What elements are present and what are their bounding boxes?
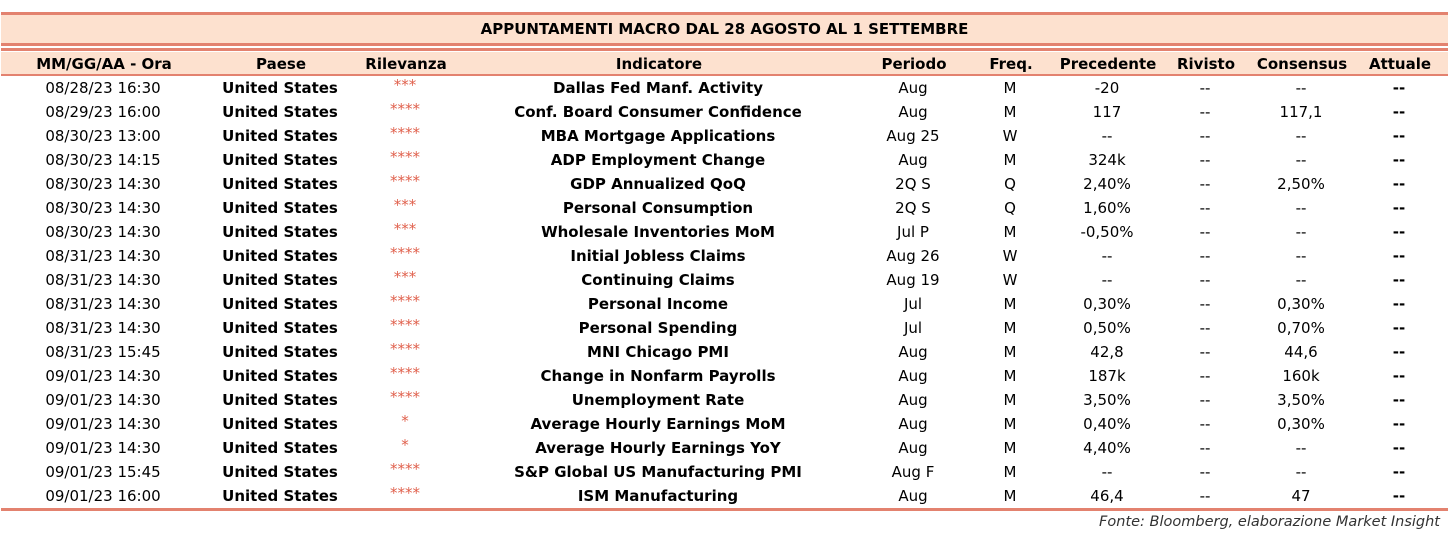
- country-cell: United States: [222, 439, 338, 457]
- revised-cell: --: [1199, 439, 1211, 457]
- relevance-cell: ****: [390, 124, 420, 142]
- frequency-cell: M: [1003, 439, 1017, 457]
- table-row: [0, 461, 1448, 485]
- header-country: Paese: [256, 55, 306, 73]
- header-bottom-rule: [1, 74, 1448, 76]
- frequency-cell: W: [1002, 271, 1018, 289]
- period-cell: Aug: [898, 343, 928, 361]
- indicator-cell: Wholesale Inventories MoM: [541, 223, 775, 241]
- actual-cell: --: [1392, 343, 1406, 361]
- header-top-rule: [1, 48, 1448, 51]
- consensus-cell: --: [1295, 223, 1307, 241]
- previous-cell: -0,50%: [1080, 223, 1134, 241]
- table-row: [0, 293, 1448, 317]
- table-row: [0, 437, 1448, 461]
- header-previous: Precedente: [1059, 55, 1157, 73]
- actual-cell: --: [1392, 127, 1406, 145]
- previous-cell: --: [1101, 247, 1113, 265]
- column-header-row: [1, 52, 1448, 75]
- date-cell: 09/01/23 14:30: [45, 415, 161, 433]
- table-row: [0, 149, 1448, 173]
- date-cell: 08/31/23 14:30: [45, 295, 161, 313]
- relevance-cell: ****: [390, 100, 420, 118]
- consensus-cell: --: [1295, 439, 1307, 457]
- country-cell: United States: [222, 199, 338, 217]
- revised-cell: --: [1199, 295, 1211, 313]
- country-cell: United States: [222, 343, 338, 361]
- date-cell: 09/01/23 14:30: [45, 391, 161, 409]
- actual-cell: --: [1392, 79, 1406, 97]
- previous-cell: 3,50%: [1083, 391, 1131, 409]
- revised-cell: --: [1199, 463, 1211, 481]
- consensus-cell: --: [1295, 79, 1307, 97]
- title-bottom-rule: [1, 43, 1448, 46]
- frequency-cell: M: [1003, 343, 1017, 361]
- table-title: APPUNTAMENTI MACRO DAL 28 AGOSTO AL 1 SETTEMBRE: [1, 15, 1448, 43]
- period-cell: Aug: [898, 487, 928, 505]
- revised-cell: --: [1199, 199, 1211, 217]
- previous-cell: -20: [1094, 79, 1120, 97]
- previous-cell: 324k: [1088, 151, 1126, 169]
- frequency-cell: M: [1003, 151, 1017, 169]
- actual-cell: --: [1392, 415, 1406, 433]
- relevance-cell: ****: [390, 388, 420, 406]
- revised-cell: --: [1199, 151, 1211, 169]
- actual-cell: --: [1392, 367, 1406, 385]
- relevance-cell: ****: [390, 292, 420, 310]
- indicator-cell: Unemployment Rate: [571, 391, 745, 409]
- previous-cell: 117: [1092, 103, 1122, 121]
- frequency-cell: M: [1003, 367, 1017, 385]
- revised-cell: --: [1199, 487, 1211, 505]
- frequency-cell: Q: [1004, 175, 1016, 193]
- previous-cell: --: [1101, 463, 1113, 481]
- table-row: [0, 365, 1448, 389]
- revised-cell: --: [1199, 319, 1211, 337]
- consensus-cell: 44,6: [1284, 343, 1318, 361]
- previous-cell: 1,60%: [1083, 199, 1131, 217]
- date-cell: 09/01/23 15:45: [45, 463, 161, 481]
- indicator-cell: Conf. Board Consumer Confidence: [514, 103, 802, 121]
- date-cell: 08/31/23 15:45: [45, 343, 161, 361]
- consensus-cell: 3,50%: [1277, 391, 1325, 409]
- country-cell: United States: [222, 319, 338, 337]
- table-row: [0, 221, 1448, 245]
- country-cell: United States: [222, 271, 338, 289]
- actual-cell: --: [1392, 175, 1406, 193]
- table-row: [0, 413, 1448, 437]
- period-cell: Aug 25: [886, 127, 940, 145]
- indicator-cell: ISM Manufacturing: [577, 487, 739, 505]
- previous-cell: 42,8: [1090, 343, 1124, 361]
- date-cell: 08/30/23 14:30: [45, 223, 161, 241]
- period-cell: 2Q S: [895, 175, 931, 193]
- header-actual: Attuale: [1368, 55, 1432, 73]
- actual-cell: --: [1392, 223, 1406, 241]
- indicator-cell: Average Hourly Earnings MoM: [530, 415, 786, 433]
- date-cell: 08/28/23 16:30: [45, 79, 161, 97]
- frequency-cell: W: [1002, 247, 1018, 265]
- indicator-cell: ADP Employment Change: [550, 151, 766, 169]
- previous-cell: 187k: [1088, 367, 1126, 385]
- actual-cell: --: [1392, 295, 1406, 313]
- country-cell: United States: [222, 223, 338, 241]
- country-cell: United States: [222, 175, 338, 193]
- indicator-cell: Initial Jobless Claims: [570, 247, 746, 265]
- relevance-cell: ****: [390, 460, 420, 478]
- country-cell: United States: [222, 79, 338, 97]
- period-cell: Jul: [903, 319, 923, 337]
- revised-cell: --: [1199, 79, 1211, 97]
- frequency-cell: W: [1002, 127, 1018, 145]
- indicator-cell: Continuing Claims: [581, 271, 735, 289]
- previous-cell: --: [1101, 271, 1113, 289]
- actual-cell: --: [1392, 199, 1406, 217]
- revised-cell: --: [1199, 247, 1211, 265]
- actual-cell: --: [1392, 151, 1406, 169]
- consensus-cell: --: [1295, 271, 1307, 289]
- frequency-cell: M: [1003, 295, 1017, 313]
- consensus-cell: --: [1295, 463, 1307, 481]
- consensus-cell: --: [1295, 127, 1307, 145]
- period-cell: Aug F: [891, 463, 935, 481]
- revised-cell: --: [1199, 175, 1211, 193]
- relevance-cell: ****: [390, 484, 420, 502]
- relevance-cell: ****: [390, 172, 420, 190]
- consensus-cell: --: [1295, 199, 1307, 217]
- header-revised: Rivisto: [1176, 55, 1236, 73]
- country-cell: United States: [222, 487, 338, 505]
- frequency-cell: M: [1003, 103, 1017, 121]
- frequency-cell: Q: [1004, 199, 1016, 217]
- period-cell: Aug: [898, 79, 928, 97]
- revised-cell: --: [1199, 391, 1211, 409]
- table-row: [0, 317, 1448, 341]
- header-period: Periodo: [881, 55, 947, 73]
- consensus-cell: 47: [1291, 487, 1311, 505]
- actual-cell: --: [1392, 391, 1406, 409]
- consensus-cell: 0,30%: [1277, 295, 1325, 313]
- revised-cell: --: [1199, 415, 1211, 433]
- consensus-cell: --: [1295, 151, 1307, 169]
- indicator-cell: S&P Global US Manufacturing PMI: [514, 463, 802, 481]
- date-cell: 08/31/23 14:30: [45, 247, 161, 265]
- period-cell: Aug: [898, 415, 928, 433]
- date-cell: 09/01/23 14:30: [45, 367, 161, 385]
- period-cell: Aug 26: [886, 247, 940, 265]
- date-cell: 08/31/23 14:30: [45, 271, 161, 289]
- header-date: MM/GG/AA - Ora: [36, 55, 172, 73]
- frequency-cell: M: [1003, 463, 1017, 481]
- relevance-cell: *: [401, 436, 409, 454]
- period-cell: Jul: [903, 295, 923, 313]
- revised-cell: --: [1199, 343, 1211, 361]
- previous-cell: 2,40%: [1083, 175, 1131, 193]
- revised-cell: --: [1199, 223, 1211, 241]
- actual-cell: --: [1392, 463, 1406, 481]
- bottom-rule: [1, 508, 1448, 511]
- relevance-cell: ****: [390, 340, 420, 358]
- indicator-cell: Change in Nonfarm Payrolls: [540, 367, 776, 385]
- actual-cell: --: [1392, 247, 1406, 265]
- frequency-cell: M: [1003, 319, 1017, 337]
- header-indicator: Indicatore: [615, 55, 703, 73]
- frequency-cell: M: [1003, 223, 1017, 241]
- relevance-cell: ***: [393, 76, 417, 94]
- period-cell: Aug: [898, 151, 928, 169]
- previous-cell: --: [1101, 127, 1113, 145]
- date-cell: 08/30/23 14:30: [45, 199, 161, 217]
- header-consensus: Consensus: [1256, 55, 1348, 73]
- actual-cell: --: [1392, 271, 1406, 289]
- revised-cell: --: [1199, 367, 1211, 385]
- actual-cell: --: [1392, 319, 1406, 337]
- period-cell: 2Q S: [895, 199, 931, 217]
- relevance-cell: ****: [390, 364, 420, 382]
- previous-cell: 46,4: [1090, 487, 1124, 505]
- table-row: [0, 245, 1448, 269]
- header-relevance: Rilevanza: [365, 55, 447, 73]
- table-row: [0, 389, 1448, 413]
- indicator-cell: MBA Mortgage Applications: [540, 127, 776, 145]
- revised-cell: --: [1199, 271, 1211, 289]
- indicator-cell: Average Hourly Earnings YoY: [535, 439, 781, 457]
- consensus-cell: 0,70%: [1277, 319, 1325, 337]
- consensus-cell: 0,30%: [1277, 415, 1325, 433]
- country-cell: United States: [222, 103, 338, 121]
- indicator-cell: Personal Income: [587, 295, 729, 313]
- country-cell: United States: [222, 247, 338, 265]
- indicator-cell: Personal Consumption: [562, 199, 754, 217]
- indicator-cell: Personal Spending: [578, 319, 738, 337]
- period-cell: Jul P: [897, 223, 929, 241]
- frequency-cell: M: [1003, 487, 1017, 505]
- consensus-cell: --: [1295, 247, 1307, 265]
- previous-cell: 4,40%: [1083, 439, 1131, 457]
- table-row: [0, 269, 1448, 293]
- revised-cell: --: [1199, 103, 1211, 121]
- indicator-cell: GDP Annualized QoQ: [570, 175, 746, 193]
- consensus-cell: 2,50%: [1277, 175, 1325, 193]
- table-row: [0, 101, 1448, 125]
- date-cell: 08/30/23 14:30: [45, 175, 161, 193]
- period-cell: Aug 19: [886, 271, 940, 289]
- actual-cell: --: [1392, 487, 1406, 505]
- relevance-cell: ***: [393, 220, 417, 238]
- header-frequency: Freq.: [989, 55, 1033, 73]
- consensus-cell: 117,1: [1279, 103, 1323, 121]
- previous-cell: 0,40%: [1083, 415, 1131, 433]
- table-row: [0, 197, 1448, 221]
- period-cell: Aug: [898, 367, 928, 385]
- country-cell: United States: [222, 415, 338, 433]
- relevance-cell: ****: [390, 148, 420, 166]
- date-cell: 09/01/23 16:00: [45, 487, 161, 505]
- country-cell: United States: [222, 127, 338, 145]
- relevance-cell: *: [401, 412, 409, 430]
- country-cell: United States: [222, 391, 338, 409]
- table-row: [0, 485, 1448, 509]
- source-note: Fonte: Bloomberg, elaborazione Market Insight: [1099, 514, 1440, 530]
- date-cell: 08/30/23 14:15: [45, 151, 161, 169]
- table-row: [0, 341, 1448, 365]
- relevance-cell: ****: [390, 316, 420, 334]
- date-cell: 08/29/23 16:00: [45, 103, 161, 121]
- table-row: [0, 77, 1448, 101]
- period-cell: Aug: [898, 103, 928, 121]
- country-cell: United States: [222, 151, 338, 169]
- indicator-cell: MNI Chicago PMI: [587, 343, 729, 361]
- indicator-cell: Dallas Fed Manf. Activity: [553, 79, 763, 97]
- relevance-cell: ****: [390, 244, 420, 262]
- country-cell: United States: [222, 463, 338, 481]
- consensus-cell: 160k: [1282, 367, 1320, 385]
- actual-cell: --: [1392, 103, 1406, 121]
- frequency-cell: M: [1003, 79, 1017, 97]
- relevance-cell: ***: [393, 196, 417, 214]
- country-cell: United States: [222, 295, 338, 313]
- table-row: [0, 173, 1448, 197]
- date-cell: 08/30/23 13:00: [45, 127, 161, 145]
- actual-cell: --: [1392, 439, 1406, 457]
- date-cell: 09/01/23 14:30: [45, 439, 161, 457]
- country-cell: United States: [222, 367, 338, 385]
- period-cell: Aug: [898, 439, 928, 457]
- previous-cell: 0,50%: [1083, 319, 1131, 337]
- revised-cell: --: [1199, 127, 1211, 145]
- frequency-cell: M: [1003, 415, 1017, 433]
- frequency-cell: M: [1003, 391, 1017, 409]
- date-cell: 08/31/23 14:30: [45, 319, 161, 337]
- period-cell: Aug: [898, 391, 928, 409]
- previous-cell: 0,30%: [1083, 295, 1131, 313]
- relevance-cell: ***: [393, 268, 417, 286]
- table-row: [0, 125, 1448, 149]
